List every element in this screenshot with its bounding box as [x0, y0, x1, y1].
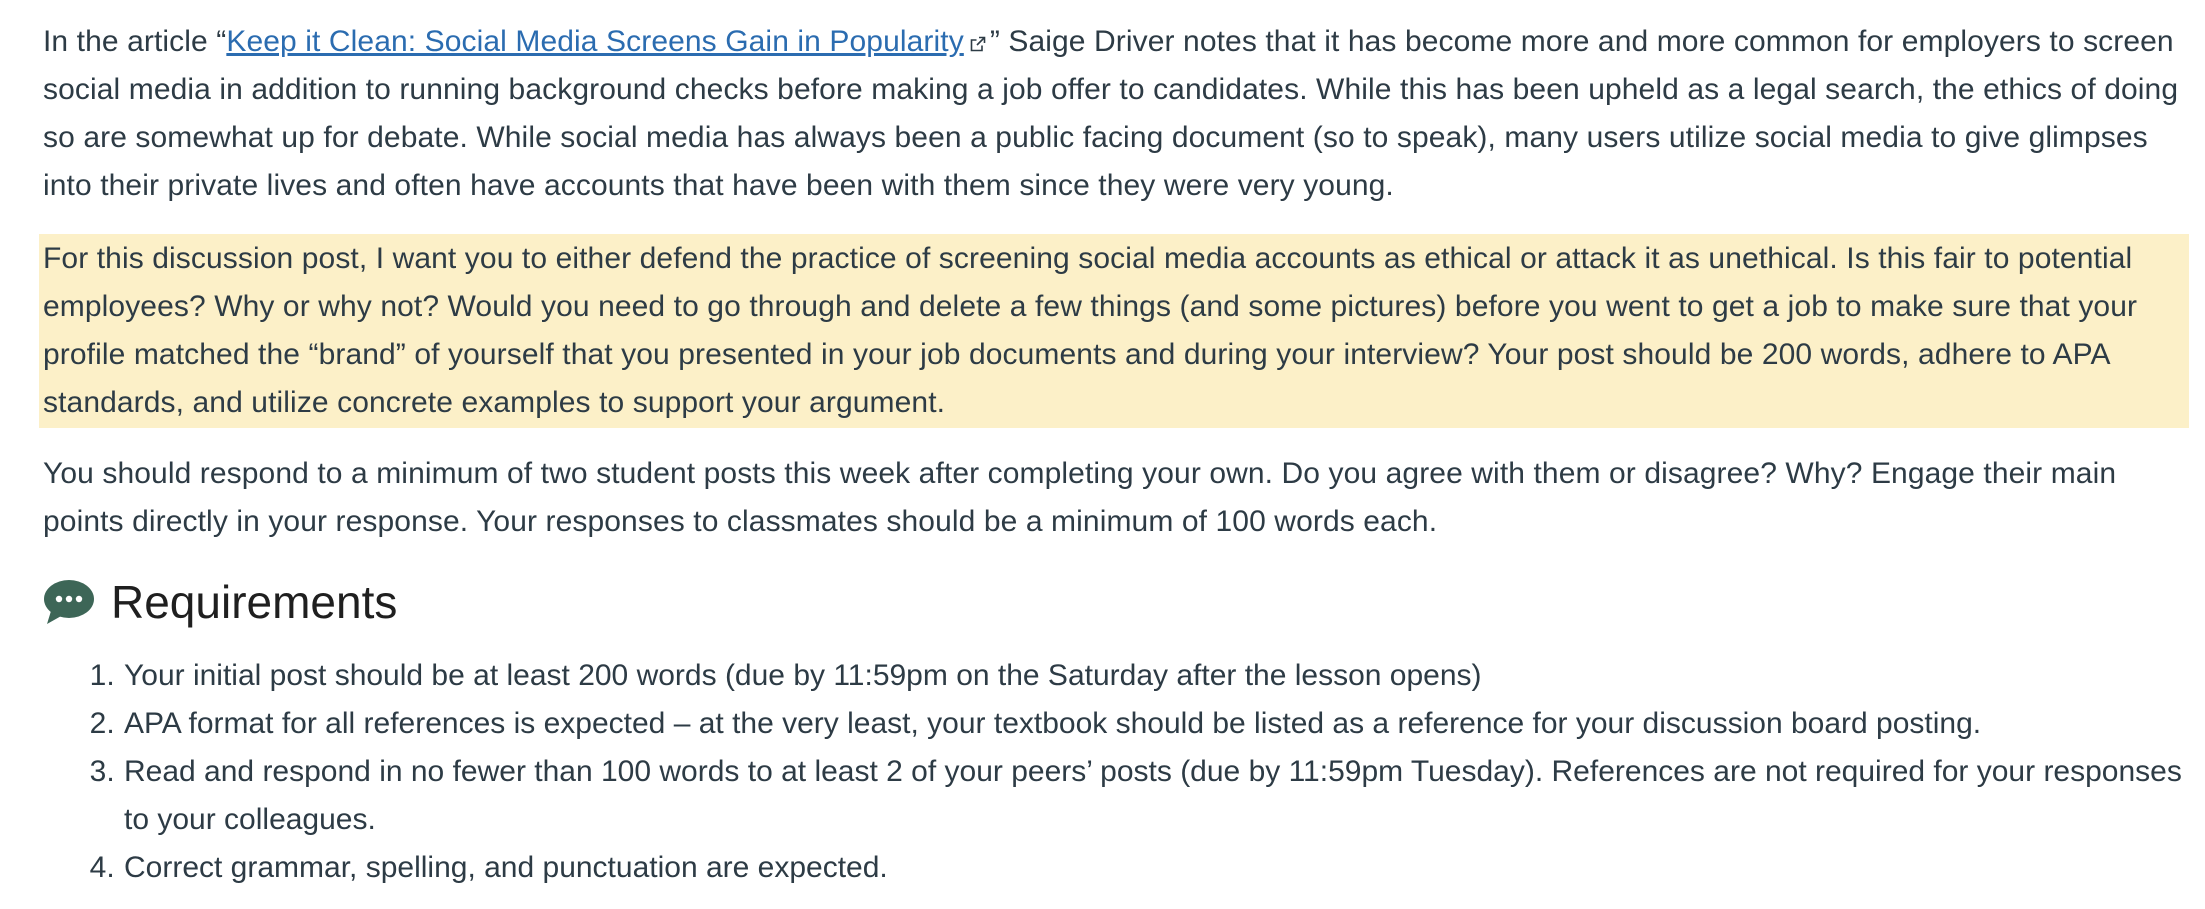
discussion-icon — [43, 579, 95, 625]
intro-prefix: In the article “ — [43, 25, 227, 58]
requirement-item: 4. Correct grammar, spelling, and punctuation are expected. — [123, 844, 2183, 892]
intro-paragraph — [43, 18, 2183, 210]
requirements-title: Requirements — [111, 576, 398, 628]
intro-suffix: ” Saige Driver notes that it has become more and more common for employers to screen social media in addition to running background checks before making a job offer to candidates. While this has been upheld as a legal search, the ethics of doing so are somewhat up for debate. While social media has always been a public facing document (so to speak), many users utilize social media to give glimpses into their private lives and often have accounts that have been with them since they were very young. — [43, 25, 2179, 202]
requirement-item: 1. Your initial post should be at least 200 words (due by 11:59pm on the Saturday after the lesson opens) — [123, 652, 2183, 700]
requirement-item: 3. Read and respond in no fewer than 100 words to at least 2 of your peers’ posts (due by 11:59pm Tuesday). References are not required for your responses to your colleagues. — [123, 748, 2183, 844]
external-link-icon[interactable] — [970, 36, 986, 52]
requirement-item: 2. APA format for all references is expected – at the very least, your textbook should be listed as a reference for your discussion board posting. — [123, 700, 2183, 748]
article-link[interactable]: Keep it Clean: Social Media Screens Gain in Popularity — [226, 25, 964, 58]
discussion-content — [43, 18, 2183, 892]
response-instructions-paragraph: You should respond to a minimum of two student posts this week after completing your own. Do you agree with them or disagree? Why? Engage their main points directly in your response. Your responses to classmates should be a minimum of 100 words each. — [43, 457, 2117, 538]
requirements-heading — [43, 572, 2183, 632]
prompt-paragraph-highlighted: For this discussion post, I want you to either defend the practice of screening social media accounts as ethical or attack it as unethical. Is this fair to potential employees? Why or why not? Would you need to go through and delete a few things (and some pictures) before you went to get a job to make sure that your profile matched the “brand” of yourself that you presented in your job documents and during your interview? Your post should be 200 words, adhere to APA standards, and utilize concrete examples to support your argument. — [39, 234, 2189, 428]
requirements-list — [43, 652, 2183, 892]
